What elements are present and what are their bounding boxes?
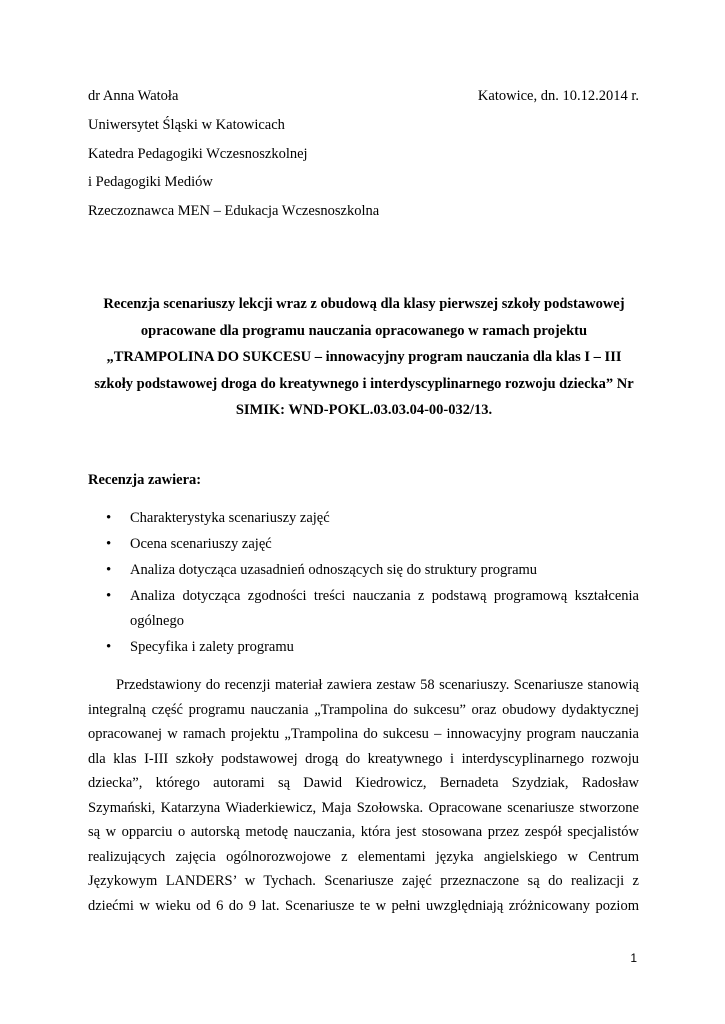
- paragraph-line: Przedstawiony do recenzji materiał zawiera zestaw 58 scenariuszy. Scenariusze stanowią: [116, 677, 639, 693]
- paragraph-line: są w opparciu o autorską metodę nauczania, która jest stosowana przez zespół specjalistów: [88, 824, 639, 840]
- affiliation-department: Katedra Pedagogiki Wczesnoszkolnej: [88, 146, 308, 162]
- paragraph-line: dziecka”, którego autorami są Dawid Kiedrowicz, Bernadeta Szydziak, Radosław: [88, 775, 639, 791]
- affiliation-university: Uniwersytet Śląski w Katowicach: [88, 117, 285, 133]
- affiliation-department-cont: i Pedagogiki Mediów: [88, 174, 213, 190]
- contents-heading: Recenzja zawiera:: [88, 472, 202, 488]
- title-line: SIMIK: WND-POKL.03.03.04-00-032/13.: [235, 402, 493, 418]
- paragraph-line: opracowanej w ramach projektu „Trampolina do sukcesu – innowacyjny program nauczania: [88, 726, 639, 742]
- paragraph-line: realizujących zajęcia ogólnorozwojowe z elementami języka angielskiego w Centrum: [88, 848, 639, 865]
- list-item: • Charakterystyka scenariuszy zajęć: [88, 506, 639, 531]
- list-item: • Analiza dotycząca uzasadnień odnoszących się do struktury programu: [88, 558, 639, 583]
- paragraph-line: Szymański, Katarzyna Wiaderkiewicz, Maja Szołowska. Opracowane scenariusze stworzone: [88, 799, 639, 816]
- contents-list: [88, 506, 639, 661]
- affiliation-role: Rzeczoznawca MEN – Edukacja Wczesnoszkolna: [88, 203, 380, 219]
- paragraph-line: dla klas I-III szkoły podstawowej drogą do kreatywnego i interdyscyplinarnego rozwoju: [88, 750, 639, 767]
- list-item: • Specyfika i zalety programu: [88, 635, 639, 660]
- title-line: opracowane dla programu nauczania opracowanego w ramach projektu: [140, 322, 588, 339]
- paragraph-line: dziećmi w wieku od 6 do 9 lat. Scenariusze te w pełni uwzględniają zróżnicowany poziom: [88, 897, 639, 914]
- title-line: Recenzja scenariuszy lekcji wraz z obudową dla klasy pierwszej szkoły podstawowej: [103, 296, 625, 312]
- paragraph-line: integralną część programu nauczania „Trampolina do sukcesu” oraz obudowy dydaktycznej: [88, 701, 639, 718]
- document-title: [70, 291, 658, 424]
- title-line: „TRAMPOLINA DO SUKCESU – innowacyjny program nauczania dla klas I – III: [106, 349, 622, 365]
- page-number: 1: [630, 951, 637, 965]
- paragraph-line: Językowym LANDERS’ w Tychach. Scenariusze zajęć przeznaczone są do realizacji z: [88, 873, 639, 889]
- body-paragraph: [88, 673, 639, 918]
- list-item: • Analiza dotycząca zgodności treści nauczania z podstawą programową kształcenia ogólnego: [88, 584, 639, 633]
- list-item: • Ocena scenariuszy zajęć: [88, 532, 639, 557]
- author-name: dr Anna Watoła: [88, 88, 179, 104]
- document-date: Katowice, dn. 10.12.2014 r.: [477, 88, 639, 104]
- title-line: szkoły podstawowej droga do kreatywnego i interdyscyplinarnego rozwoju dziecka” Nr: [94, 375, 634, 392]
